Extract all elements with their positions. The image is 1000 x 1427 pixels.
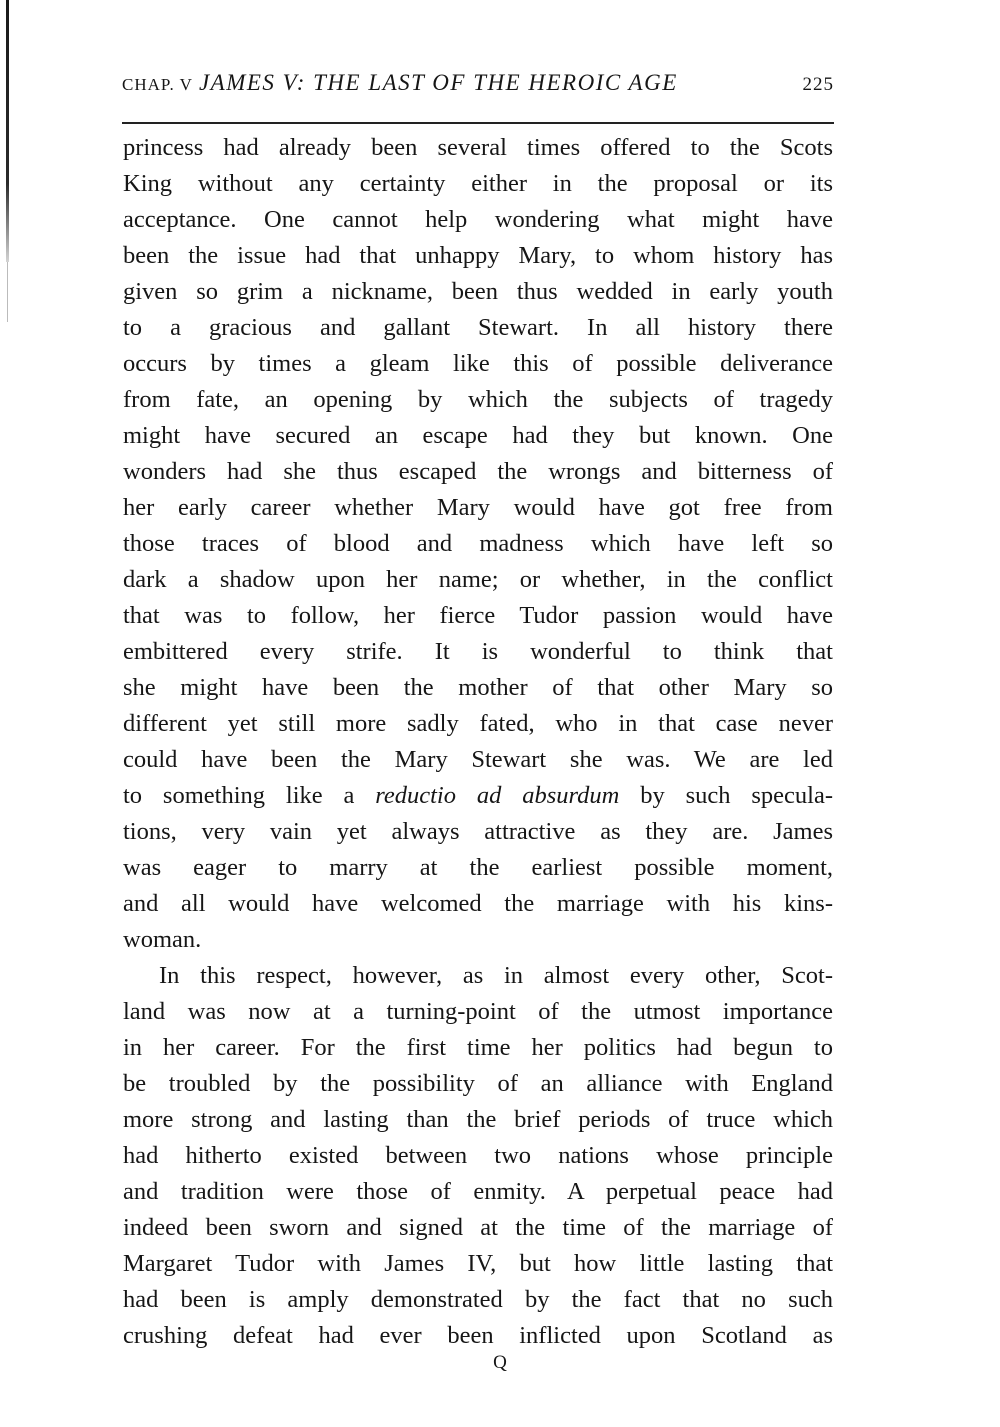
chapter-label: CHAP. V xyxy=(122,75,193,94)
text-line: tions, very vain yet always attractive as they are. James xyxy=(123,818,833,845)
signature-mark: Q xyxy=(493,1352,507,1373)
text-line: her early career whether Mary would have got free from xyxy=(123,494,833,521)
text-line: woman. xyxy=(123,926,202,953)
text-line: and all would have welcomed the marriage with his kins- xyxy=(123,890,833,917)
italic-phrase: reductio ad absurdum xyxy=(375,782,620,809)
text-line: wonders had she thus escaped the wrongs and bitterness of xyxy=(123,458,833,485)
line-end: by such specula- xyxy=(619,782,833,809)
text-line: was eager to marry at the earliest possible moment, xyxy=(123,854,833,881)
scan-edge-faint xyxy=(7,262,8,322)
text-line: had been is amply demonstrated by the fact that no such xyxy=(123,1286,833,1313)
text-line-italic xyxy=(123,778,833,814)
text-line: crushing defeat had ever been inflicted upon Scotland as xyxy=(123,1322,833,1349)
text-line: could have been the Mary Stewart she was. We are led xyxy=(123,746,833,773)
text-line: more strong and lasting than the brief periods of truce which xyxy=(123,1106,833,1133)
text-line: occurs by times a gleam like this of possible deliverance xyxy=(123,350,833,377)
text-line: those traces of blood and madness which have left so xyxy=(123,530,833,557)
text-line: be troubled by the possibility of an alliance with England xyxy=(123,1070,833,1097)
running-title: JAMES V: THE LAST OF THE HEROIC AGE xyxy=(198,70,678,95)
text-line: might have secured an escape had they but known. One xyxy=(123,422,833,449)
text-line: she might have been the mother of that other Mary so xyxy=(123,674,833,701)
text-line: and tradition were those of enmity. A perpetual peace had xyxy=(123,1178,833,1205)
text-line: from fate, an opening by which the subjects of tragedy xyxy=(123,386,833,413)
header-rule xyxy=(122,122,834,124)
text-line: had hitherto existed between two nations whose principle xyxy=(123,1142,833,1169)
text-line: given so grim a nickname, been thus wedded in early youth xyxy=(123,278,833,305)
text-line: Margaret Tudor with James IV, but how little lasting that xyxy=(123,1250,833,1277)
text-line: embittered every strife. It is wonderful to think that xyxy=(123,638,833,665)
text-line: King without any certainty either in the proposal or its xyxy=(123,170,833,197)
body-text xyxy=(123,130,833,1354)
text-line: that was to follow, her fierce Tudor passion would have xyxy=(123,602,833,629)
text-line: land was now at a turning-point of the utmost importance xyxy=(123,998,833,1025)
text-line: In this respect, however, as in almost every other, Scot- xyxy=(159,962,833,989)
scan-edge-shadow xyxy=(6,0,9,262)
text-line: to a gracious and gallant Stewart. In all history there xyxy=(123,314,833,341)
text-line: in her career. For the first time her politics had begun to xyxy=(123,1034,833,1061)
text-line: indeed been sworn and signed at the time of the marriage of xyxy=(123,1214,833,1241)
text-line: been the issue had that unhappy Mary, to whom history has xyxy=(123,242,833,269)
line-start: to something like a xyxy=(123,782,376,809)
page-number: 225 xyxy=(802,74,834,95)
text-line: princess had already been several times offered to the Scots xyxy=(123,134,833,161)
running-header xyxy=(122,70,834,104)
text-line: acceptance. One cannot help wondering what might have xyxy=(123,206,833,233)
text-line: dark a shadow upon her name; or whether, in the conflict xyxy=(123,566,833,593)
text-line: different yet still more sadly fated, who in that case never xyxy=(123,710,833,737)
